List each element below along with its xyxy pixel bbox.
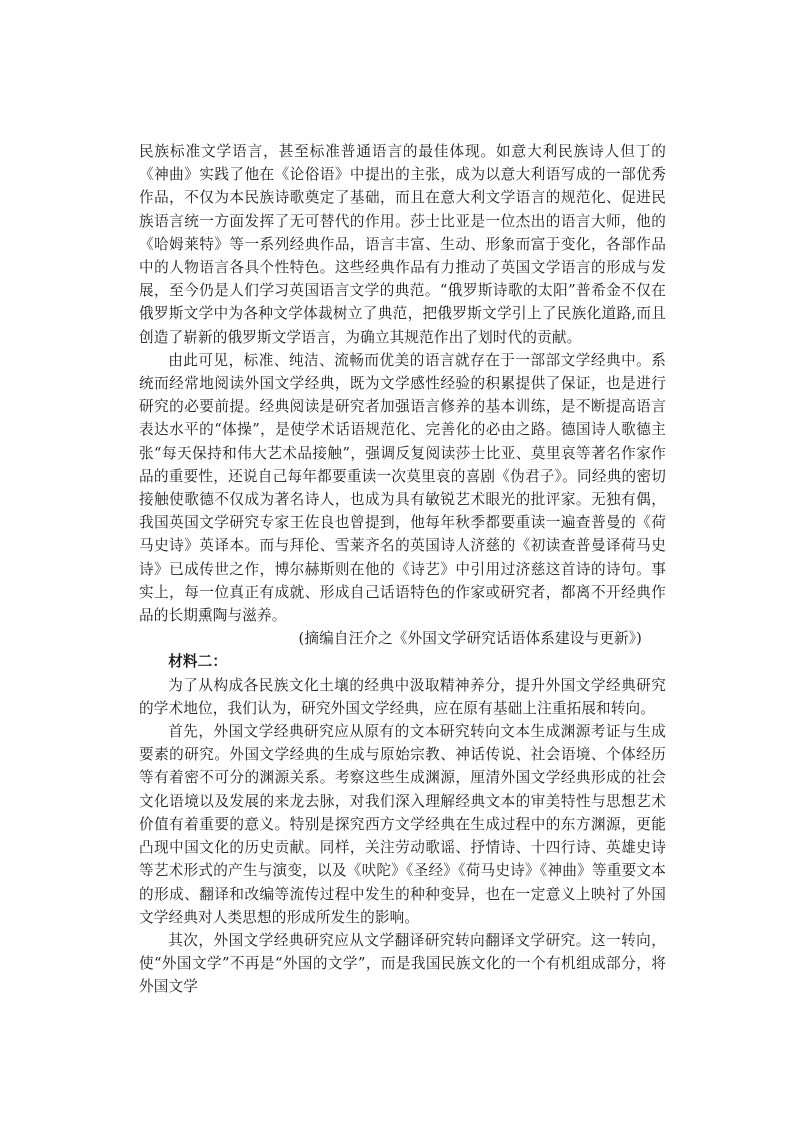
text-column: [139, 140, 666, 999]
source-citation: (摘编自汪介之《外国文学研究话语体系建设与更新》): [298, 630, 642, 648]
material-two-heading: 材料二：: [168, 653, 228, 671]
paragraph-second-point: 其次，外国文学经典研究应从文学翻译研究转向翻译文学研究。这一转向，使“外国文学”不再是“外国的文学”，而是我国民族文化的一个有机组成部分，将外国文学: [139, 931, 666, 996]
paragraph-conclusion: 由此可见，标准、纯洁、流畅而优美的语言就存在于一部部文学经典中。系统而经常地阅读外国文学经典，既为文学感性经验的积累提供了保证，也是进行研究的必要前提。经典阅读是研究者加强语言修养的基本训练，是不断提高语言表达水平的“体操”，是使学术话语规范化、完善化的必由之路。德国诗人歌德主张“每天保持和伟大艺术品接触”，强调反复阅读莎士比亚、莫里哀等著名作家作品的重要性，还说自己每年都要重读一次莫里哀的喜剧《伪君子》。同经典的密切接触使歌德不仅成为著名诗人，也成为具有敏锐艺术眼光的批评家。无独有偶，我国英国文学研究专家王佐良也曾提到，他每年秋季都要重读一遍查普曼的《荷马史诗》英译本。而与拜伦、雪莱齐名的英国诗人济慈的《初读查普曼译荷马史诗》已成传世之作，博尔赫斯则在他的《诗艺》中引用过济慈这首诗的诗句。事实上，每一位真正有成就、形成自己话语特色的作家或研究者，都离不开经典作品的长期熏陶与滋养。: [139, 351, 666, 625]
paragraph-first-point: 首先，外国文学经典研究应从原有的文本研究转向文本生成渊源考证与生成要素的研究。外国文学经典的生成与原始宗教、神话传说、社会语境、个体经历等有着密不可分的渊源关系。考察这些生成渊源，厘清外国文学经典形成的社会文化语境以及发展的来龙去脉，对我们深入理解经典文本的审美特性与思想艺术价值有着重要的意义。特别是探究西方文学经典在生成过程中的东方渊源，更能凸现中国文化的历史贡献。同样，关注劳动歌谣、抒情诗、十四行诗、英雄史诗等艺术形式的产生与演变，以及《吠陀》《圣经》《荷马史诗》《神曲》等重要文本的形成、翻译和改编等流传过程中发生的种种变异，也在一定意义上映衬了外国文学经典对人类思想的形成所发生的影响。: [139, 723, 666, 926]
paragraph-continued: 民族标准文学语言，甚至标准普通语言的最佳体现。如意大利民族诗人但丁的《神曲》实践了他在《论俗语》中提出的主张，成为以意大利语写成的一部优秀作品，不仅为本民族诗歌奠定了基础，而且在意大利文学语言的规范化、促进民族语言统一方面发挥了无可替代的作用。莎士比亚是一位杰出的语言大师，他的《哈姆莱特》等一系列经典作品，语言丰富、生动、形象而富于变化，各部作品中的人物语言各具个性特色。这些经典作品有力推动了英国文学语言的形成与发展，至今仍是人们学习英国语言文学的典范。“俄罗斯诗歌的太阳”普希金不仅在俄罗斯文学中为各种文学体裁树立了典范，把俄罗斯文学引上了民族化道路,而且创造了崭新的俄罗斯文学语言，为确立其规范作出了划时代的贡献。: [139, 143, 666, 346]
paragraph-intro: 为了从构成各民族文化土壤的经典中汲取精神养分，提升外国文学经典研究的学术地位，我们认为，研究外国文学经典，应在原有基础上注重拓展和转向。: [139, 676, 666, 717]
